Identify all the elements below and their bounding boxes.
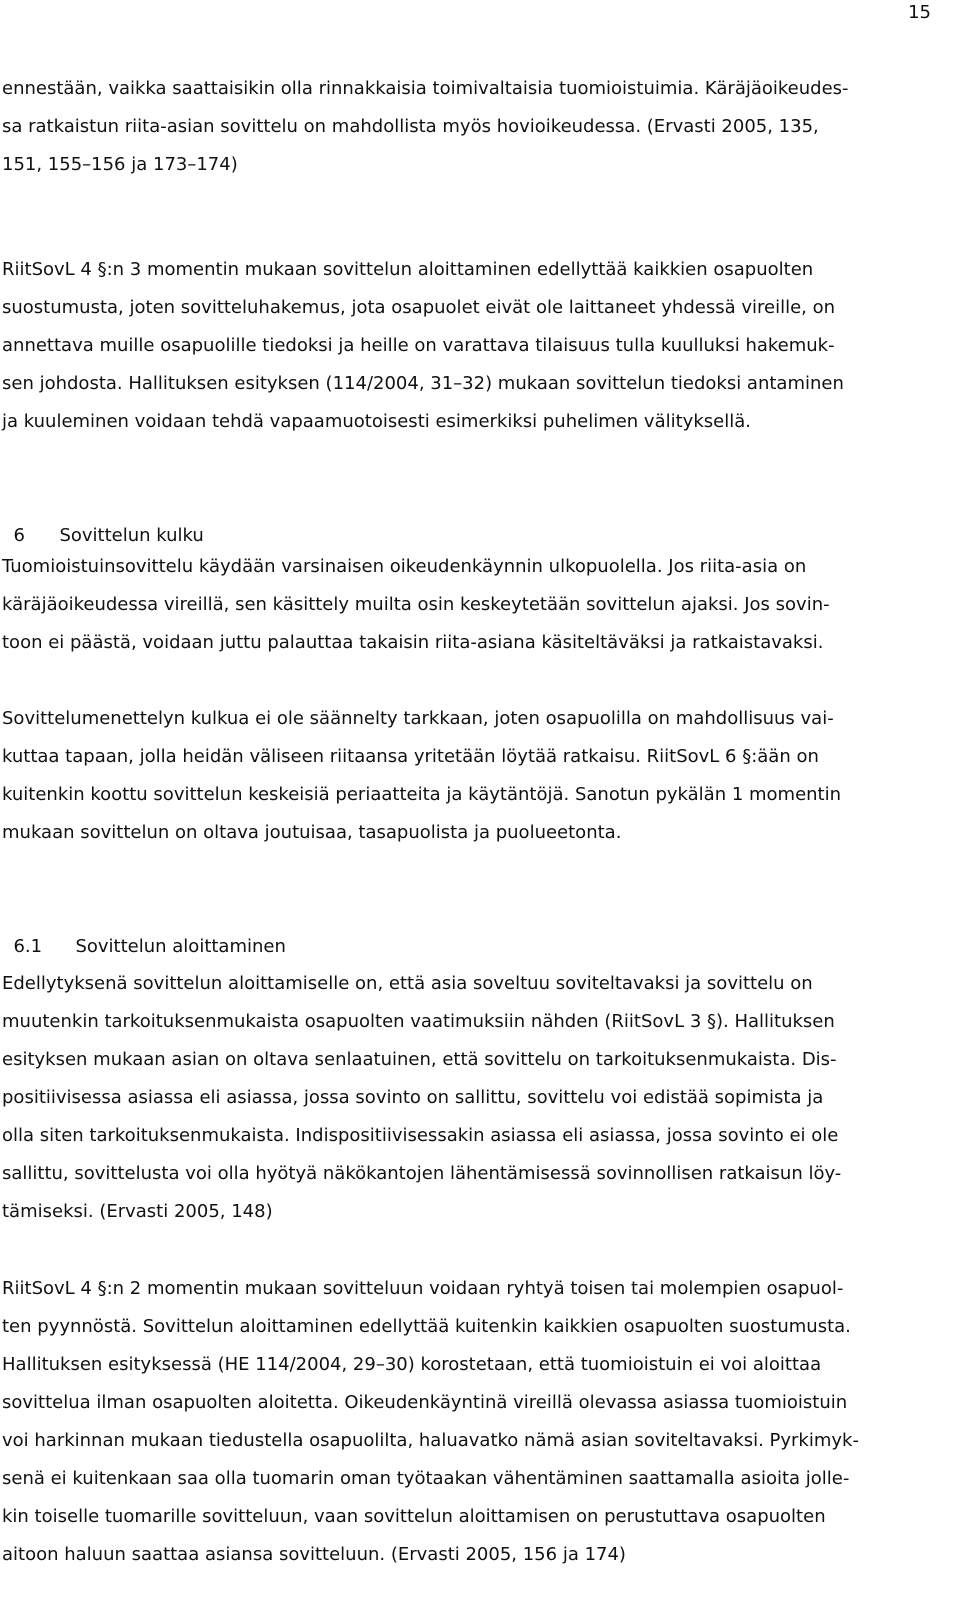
section-heading-6: [2, 479, 204, 546]
paragraph-line: esityksen mukaan asian on oltava senlaatuinen, että sovittelu on tarkoituksenmukaista. Dis-: [2, 1049, 837, 1070]
paragraph-line: RiitSovL 4 §:n 2 momentin mukaan sovitteluun voidaan ryhtyä toisen tai molempien osapuol-: [2, 1278, 844, 1299]
paragraph-line: olla siten tarkoituksenmukaista. Indispositiivisessakin asiassa eli asiassa, jossa sovinto ei ole: [2, 1125, 839, 1146]
paragraph-3: [2, 548, 960, 662]
paragraph-line: ja kuuleminen voidaan tehdä vapaamuotoisesti esimerkiksi puhelimen välityksellä.: [2, 411, 751, 432]
paragraph-line: kuttaa tapaan, jolla heidän väliseen riitaansa yritetään löytää ratkaisu. RiitSovL 6 §:ään on: [2, 746, 819, 767]
paragraph-line: sallittu, sovittelusta voi olla hyötyä näkökantojen lähentämisessä sovinnollisen ratkaisun löy-: [2, 1163, 842, 1184]
paragraph-line: Tuomioistuinsovittelu käydään varsinaisen oikeudenkäynnin ulkopuolella. Jos riita-asia on: [2, 556, 807, 577]
section-heading-6-1: [2, 890, 286, 957]
paragraph-line: ten pyynnöstä. Sovittelun aloittaminen edellyttää kuitenkin kaikkien osapuolten suostumusta.: [2, 1316, 851, 1337]
section-number: 6.1: [13, 936, 43, 957]
paragraph-4: [2, 700, 960, 852]
paragraph-line: tämiseksi. (Ervasti 2005, 148): [2, 1201, 273, 1222]
paragraph-line: kin toiselle tuomarille sovitteluun, vaan sovittelun aloittamisen on perustuttava osapuolten: [2, 1506, 826, 1527]
paragraph-line: Hallituksen esityksessä (HE 114/2004, 29–30) korostetaan, että tuomioistuin ei voi aloittaa: [2, 1354, 822, 1375]
paragraph-line: ennestään, vaikka saattaisikin olla rinnakkaisia toimivaltaisia tuomioistuimia. Käräjäoikeudes-: [2, 78, 849, 99]
paragraph-line: toon ei päästä, voidaan juttu palauttaa takaisin riita-asiana käsiteltäväksi ja ratkaistavaksi.: [2, 632, 824, 653]
paragraph-line: aitoon haluun saattaa asiansa sovitteluun. (Ervasti 2005, 156 ja 174): [2, 1544, 626, 1565]
paragraph-line: kuitenkin koottu sovittelun keskeisiä periaatteita ja käytäntöjä. Sanotun pykälän 1 momentin: [2, 784, 842, 805]
paragraph-line: käräjäoikeudessa vireillä, sen käsittely muilta osin keskeytetään sovittelun ajaksi. Jos sovin-: [2, 594, 830, 615]
paragraph-line: sovittelua ilman osapuolten aloitetta. Oikeudenkäyntinä vireillä olevassa asiassa tuomioistuin: [2, 1392, 848, 1413]
paragraph-line: sen johdosta. Hallituksen esityksen (114/2004, 31–32) mukaan sovittelun tiedoksi antaminen: [2, 373, 844, 394]
paragraph-5: [2, 965, 960, 1231]
paragraph-2: [2, 251, 960, 441]
paragraph-line: voi harkinnan mukaan tiedustella osapuolilta, haluavatko nämä asian soviteltavaksi. Pyrkimyk-: [2, 1430, 859, 1451]
paragraph-line: sa ratkaistun riita-asian sovittelu on mahdollista myös hovioikeudessa. (Ervasti 2005, 135,: [2, 116, 819, 137]
paragraph-line: positiivisessa asiassa eli asiassa, jossa sovinto on sallittu, sovittelu voi edistää sopimista ja: [2, 1087, 824, 1108]
paragraph-1: [2, 70, 960, 184]
paragraph-line: RiitSovL 4 §:n 3 momentin mukaan sovittelun aloittaminen edellyttää kaikkien osapuolten: [2, 259, 814, 280]
section-title: Sovittelun aloittaminen: [75, 936, 286, 957]
paragraph-line: annettava muille osapuolille tiedoksi ja heille on varattava tilaisuus tulla kuulluksi hakemuk-: [2, 335, 835, 356]
paragraph-line: suostumusta, joten sovitteluhakemus, jota osapuolet eivät ole laittaneet yhdessä vireille, on: [2, 297, 836, 318]
paragraph-line: mukaan sovittelun on oltava joutuisaa, tasapuolista ja puolueetonta.: [2, 822, 622, 843]
paragraph-6: [2, 1270, 960, 1574]
paragraph-line: Sovittelumenettelyn kulkua ei ole säännelty tarkkaan, joten osapuolilla on mahdollisuus vai-: [2, 708, 834, 729]
paragraph-line: senä ei kuitenkaan saa olla tuomarin oman työtaakan vähentäminen saattamalla asioita jolle-: [2, 1468, 850, 1489]
paragraph-line: 151, 155–156 ja 173–174): [2, 154, 238, 175]
paragraph-line: muutenkin tarkoituksenmukaista osapuolten vaatimuksiin nähden (RiitSovL 3 §). Hallituksen: [2, 1011, 835, 1032]
paragraph-line: Edellytyksenä sovittelun aloittamiselle on, että asia soveltuu soviteltavaksi ja sovittelu on: [2, 973, 813, 994]
section-title: Sovittelun kulku: [59, 525, 204, 546]
page-number: 15: [908, 2, 931, 23]
section-number: 6: [13, 525, 25, 546]
